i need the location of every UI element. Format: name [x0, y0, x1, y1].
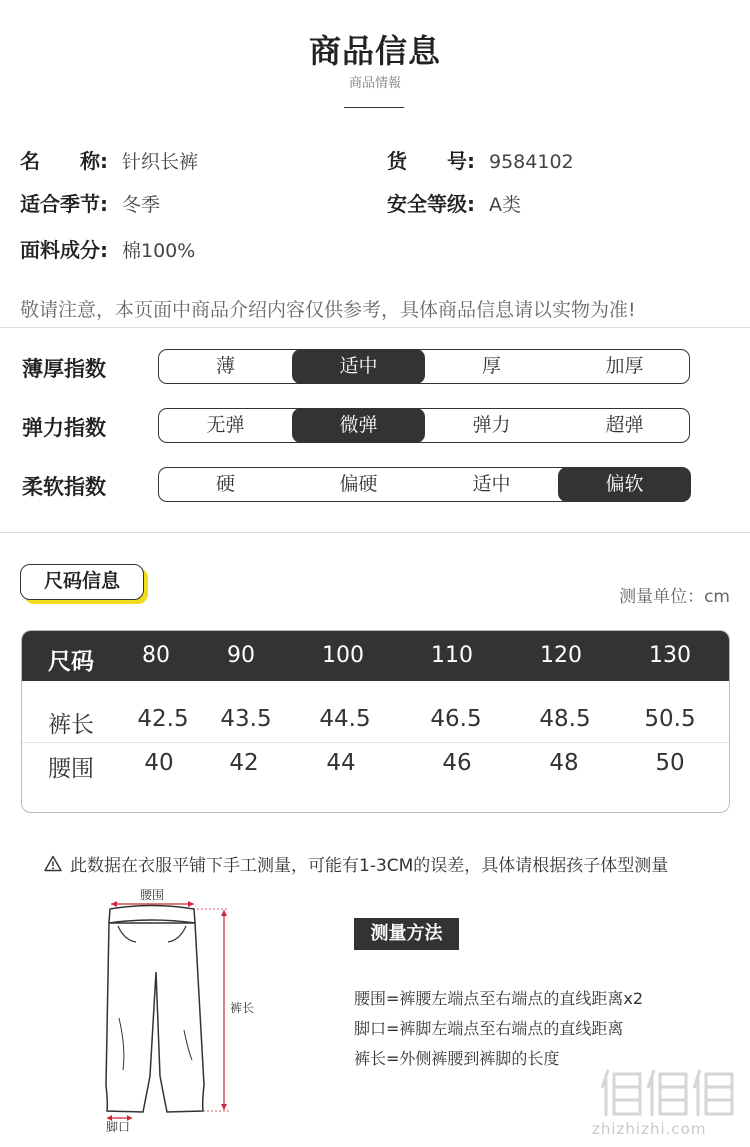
scale-option: 厚 [481, 354, 501, 377]
diagram-waist-label: 腰围 [140, 888, 165, 902]
scale-thickness [0, 349, 750, 385]
scale-option: 超弹 [605, 413, 644, 436]
table-cell: 腰围 [48, 756, 94, 782]
scale-option: 加厚 [605, 354, 644, 377]
table-cell: 46.5 [430, 706, 482, 732]
info-safety-label: 安全等级: [387, 192, 475, 216]
info-name-value: 针织长裤 [122, 151, 199, 173]
table-cell: 44.5 [319, 706, 371, 732]
scale-track [158, 349, 690, 384]
table-cell: 42.5 [137, 706, 189, 732]
table-cell: 40 [144, 750, 174, 776]
page-title: 商品信息 [308, 32, 441, 70]
info-fabric [20, 234, 195, 263]
warning-text: 此数据在衣服平铺下手工测量，可能有1-3CM的误差，具体请根据孩子体型测量 [70, 856, 669, 876]
table-cell: 50.5 [644, 706, 696, 732]
info-sku [387, 145, 574, 174]
info-name-label: 名 称: [20, 149, 108, 173]
table-cell: 48 [549, 750, 579, 776]
scale-option: 弹力 [472, 413, 511, 436]
table-cell: 50 [655, 750, 685, 776]
info-season-value: 冬季 [122, 194, 161, 216]
method-item: 腰围=裤腰左端点至右端点的直线距离x2 [354, 989, 644, 1008]
warning-icon [44, 855, 62, 872]
info-season [20, 188, 160, 217]
table-cell: 裤长 [48, 712, 94, 738]
table-cell: 42 [229, 750, 259, 776]
header-cell: 110 [431, 643, 473, 668]
header-cell: 尺码 [48, 649, 94, 675]
header-cell: 100 [322, 643, 364, 668]
title-underline [344, 107, 404, 108]
scale-label: 薄厚指数 [22, 357, 106, 381]
table-cell: 44 [326, 750, 356, 776]
page-subtitle: 商品情報 [348, 76, 401, 91]
table-cell: 46 [442, 750, 472, 776]
info-sku-label: 货 号: [387, 149, 475, 173]
disclaimer-notice: 敬请注意，本页面中商品介绍内容仅供参考，具体商品信息请以实物为准! [20, 299, 636, 321]
scale-option: 适中 [472, 472, 511, 495]
divider [0, 532, 750, 533]
size-table [21, 630, 730, 813]
table-cell: 48.5 [539, 706, 591, 732]
info-safety [387, 188, 521, 217]
scale-option: 适中 [292, 349, 425, 384]
header-cell: 90 [227, 643, 255, 668]
table-row [22, 742, 730, 786]
scale-label: 弹力指数 [22, 416, 106, 440]
divider [0, 327, 750, 328]
scale-softness [0, 467, 750, 503]
scale-option: 偏软 [558, 467, 691, 502]
watermark-logo-icon [598, 1066, 738, 1120]
info-season-label: 适合季节: [20, 192, 108, 216]
scale-option: 微弹 [292, 408, 425, 443]
size-info-badge: 尺码信息 [20, 564, 144, 600]
measure-unit: 测量单位：cm [619, 587, 730, 607]
scale-label: 柔软指数 [22, 475, 106, 499]
diagram-hem-label: 脚口 [106, 1120, 131, 1134]
measure-warning [44, 851, 668, 876]
method-item: 裤长=外侧裤腰到裤脚的长度 [354, 1049, 560, 1068]
info-fabric-label: 面料成分: [20, 238, 108, 262]
method-item: 脚口=裤脚左端点至右端点的直线距离 [354, 1019, 624, 1038]
scale-track [158, 408, 690, 443]
scale-track [158, 467, 690, 502]
info-fabric-value: 棉100% [122, 240, 196, 262]
table-row [22, 698, 730, 742]
scale-elasticity [0, 408, 750, 444]
info-safety-value: A类 [489, 194, 521, 216]
table-cell: 43.5 [220, 706, 272, 732]
header-cell: 80 [142, 643, 170, 668]
info-sku-value: 9584102 [489, 151, 574, 173]
diagram-length-label: 裤长 [230, 1001, 255, 1015]
size-table-header [22, 631, 730, 681]
header-cell: 130 [649, 643, 691, 668]
watermark-logo [598, 1066, 738, 1120]
scale-option: 偏硬 [339, 472, 378, 495]
header-cell: 120 [540, 643, 582, 668]
watermark-url: zhizhizhi.com [592, 1120, 707, 1138]
scale-option: 薄 [215, 354, 235, 377]
scale-option: 硬 [215, 472, 235, 495]
pants-diagram [96, 880, 276, 1136]
scale-option: 无弹 [206, 413, 245, 436]
info-name [20, 145, 198, 174]
method-title: 测量方法 [354, 918, 459, 950]
